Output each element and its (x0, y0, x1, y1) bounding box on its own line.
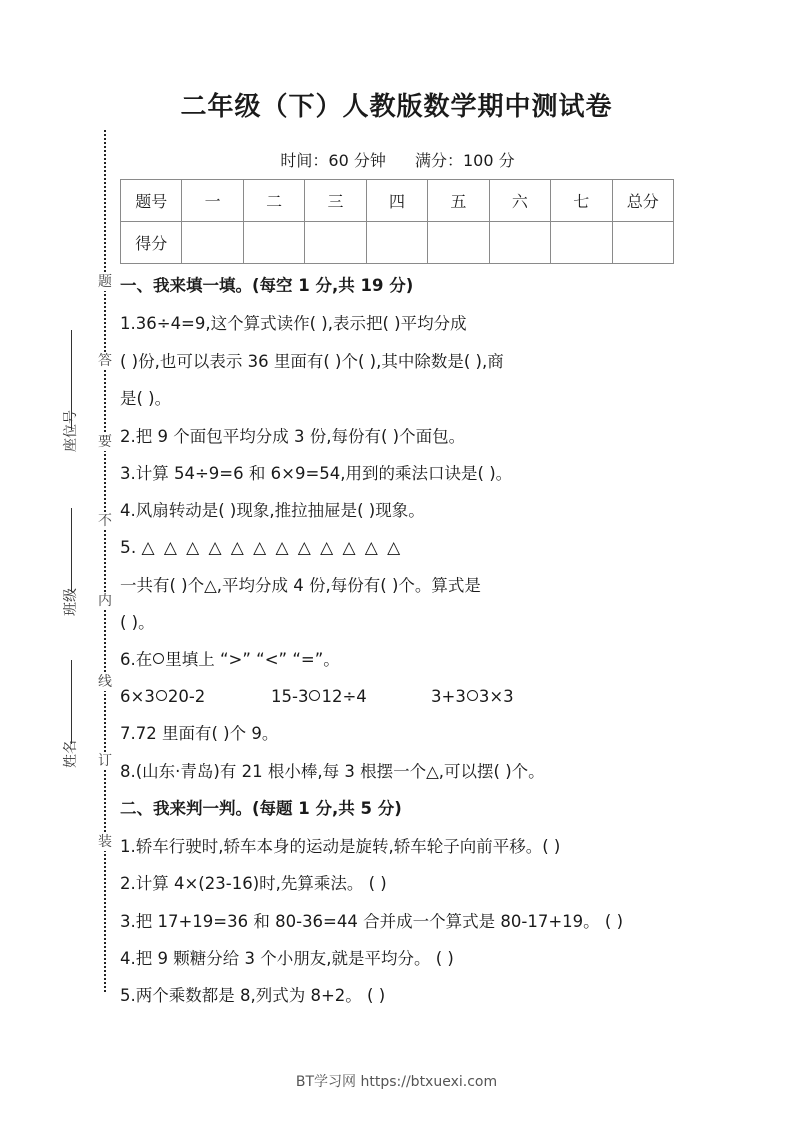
binding-char: 内 (98, 593, 112, 609)
time-limit: 时间：60 分钟 (280, 151, 386, 170)
question-line: 一共有( )个△,平均分成 4 份,每份有( )个。算式是 (120, 576, 481, 595)
binding-char: 线 (98, 674, 112, 690)
triangle-icon: △ (387, 538, 401, 558)
triangle-icon: △ (163, 538, 177, 558)
judge-line: 4.把 9 颗糖分给 3 个小朋友,就是平均分。 ( ) (120, 949, 454, 968)
question-line: 8.(山东·青岛)有 21 根小棒,每 3 根摆一个△,可以摆( )个。 (120, 762, 545, 781)
triangle-icon: △ (297, 538, 311, 558)
q6-left-expr: 6×3 (120, 687, 155, 706)
question-line: 2.把 9 个面包平均分成 3 份,每份有( )个面包。 (120, 427, 466, 446)
score-table-score-row (121, 222, 674, 264)
triangle-icon: △ (342, 538, 356, 558)
page-title: 二年级（下）人教版数学期中测试卷 (180, 92, 613, 122)
score-header-cell: 五 (428, 180, 489, 222)
triangle-icon: △ (253, 538, 267, 558)
triangle-icon: △ (230, 538, 244, 558)
class-blank (71, 508, 72, 592)
triangle-icon: △ (275, 538, 289, 558)
binding-char: 订 (98, 753, 112, 769)
q6-compare-item (120, 685, 205, 709)
score-header-cell: 二 (243, 180, 304, 222)
binding-char: 装 (98, 834, 112, 850)
judge-line: 2.计算 4×(23-16)时,先算乘法。 ( ) (120, 874, 387, 893)
q6-left-expr: 15-3 (271, 687, 309, 706)
score-cell[interactable] (243, 222, 304, 264)
q6-instruction (120, 648, 340, 672)
name-label: 姓名 (63, 740, 79, 768)
question-line: 1.36÷4=9,这个算式读作( ),表示把( )平均分成 (120, 314, 467, 333)
score-table (120, 179, 674, 264)
question-line: 7.72 里面有( )个 9。 (120, 724, 279, 743)
score-cell[interactable] (428, 222, 489, 264)
class-label: 班级 (63, 588, 79, 616)
question-line: 4.风扇转动是( )现象,推拉抽屉是( )现象。 (120, 501, 425, 520)
q6-right-expr: 12÷4 (321, 687, 367, 706)
name-field[interactable] (62, 660, 82, 782)
triangle-icon: △ (364, 538, 378, 558)
q6-left-expr: 3+3 (431, 687, 466, 706)
binding-char: 题 (98, 274, 112, 290)
full-score: 满分：100 分 (414, 151, 515, 170)
class-field[interactable] (62, 508, 82, 630)
q6-compare-item (431, 685, 514, 709)
footer-watermark: BT学习网 https://btxuexi.com (295, 1074, 498, 1090)
q5-triangle-row (120, 536, 404, 560)
score-cell[interactable] (305, 222, 366, 264)
compare-circle[interactable] (467, 690, 478, 701)
score-table-header-row (121, 180, 674, 222)
compare-circle[interactable] (309, 690, 320, 701)
triangle-icon: △ (208, 538, 222, 558)
q6-right-expr: 20-2 (167, 687, 206, 706)
binding-char: 答 (98, 353, 112, 369)
score-header-cell: 总分 (612, 180, 674, 222)
judge-line: 3.把 17+19=36 和 80-36=44 合并成一个算式是 80-17+19。 ( ) (120, 912, 624, 931)
binding-char: 不 (98, 513, 112, 529)
judge-line: 1.轿车行驶时,轿车本身的运动是旋转,轿车轮子向前平移。( ) (120, 837, 561, 856)
score-cell[interactable] (182, 222, 243, 264)
triangle-icon: △ (141, 538, 155, 558)
triangle-icon: △ (186, 538, 200, 558)
section1-heading: 一、我来填一填。(每空 1 分,共 19 分) (120, 276, 414, 295)
section2-heading: 二、我来判一判。(每题 1 分,共 5 分) (120, 799, 402, 818)
question-line: ( )份,也可以表示 36 里面有( )个( ),其中除数是( ),商 (120, 352, 504, 371)
score-header-cell: 题号 (121, 180, 182, 222)
score-cell[interactable] (612, 222, 674, 264)
q6-compare-item (271, 685, 367, 709)
score-cell[interactable] (489, 222, 550, 264)
seat-number-label: 座位号 (63, 410, 79, 452)
score-header-cell: 四 (366, 180, 427, 222)
binding-dotted-line (104, 130, 106, 992)
score-row-label: 得分 (121, 222, 182, 264)
binding-char: 要 (98, 434, 112, 450)
q6-right-expr: 3×3 (478, 687, 514, 706)
score-header-cell: 六 (489, 180, 550, 222)
question-line: 是( )。 (120, 389, 172, 408)
question-line: ( )。 (120, 613, 155, 632)
score-header-cell: 一 (182, 180, 243, 222)
compare-circle[interactable] (156, 690, 167, 701)
name-blank (71, 660, 72, 744)
q5-number: 5. (120, 538, 137, 558)
exam-info (120, 148, 675, 171)
q6-text-b: 里填上 “>” “<” “=”。 (165, 650, 340, 669)
score-header-cell: 三 (305, 180, 366, 222)
triangle-icon: △ (320, 538, 334, 558)
score-header-cell: 七 (551, 180, 612, 222)
score-cell[interactable] (366, 222, 427, 264)
circle-icon (153, 653, 164, 664)
judge-line: 5.两个乘数都是 8,列式为 8+2。 ( ) (120, 986, 386, 1005)
score-cell[interactable] (551, 222, 612, 264)
question-line: 3.计算 54÷9=6 和 6×9=54,用到的乘法口诀是( )。 (120, 464, 513, 483)
q6-text-a: 6.在 (120, 650, 153, 669)
seat-number-field[interactable] (62, 330, 82, 480)
